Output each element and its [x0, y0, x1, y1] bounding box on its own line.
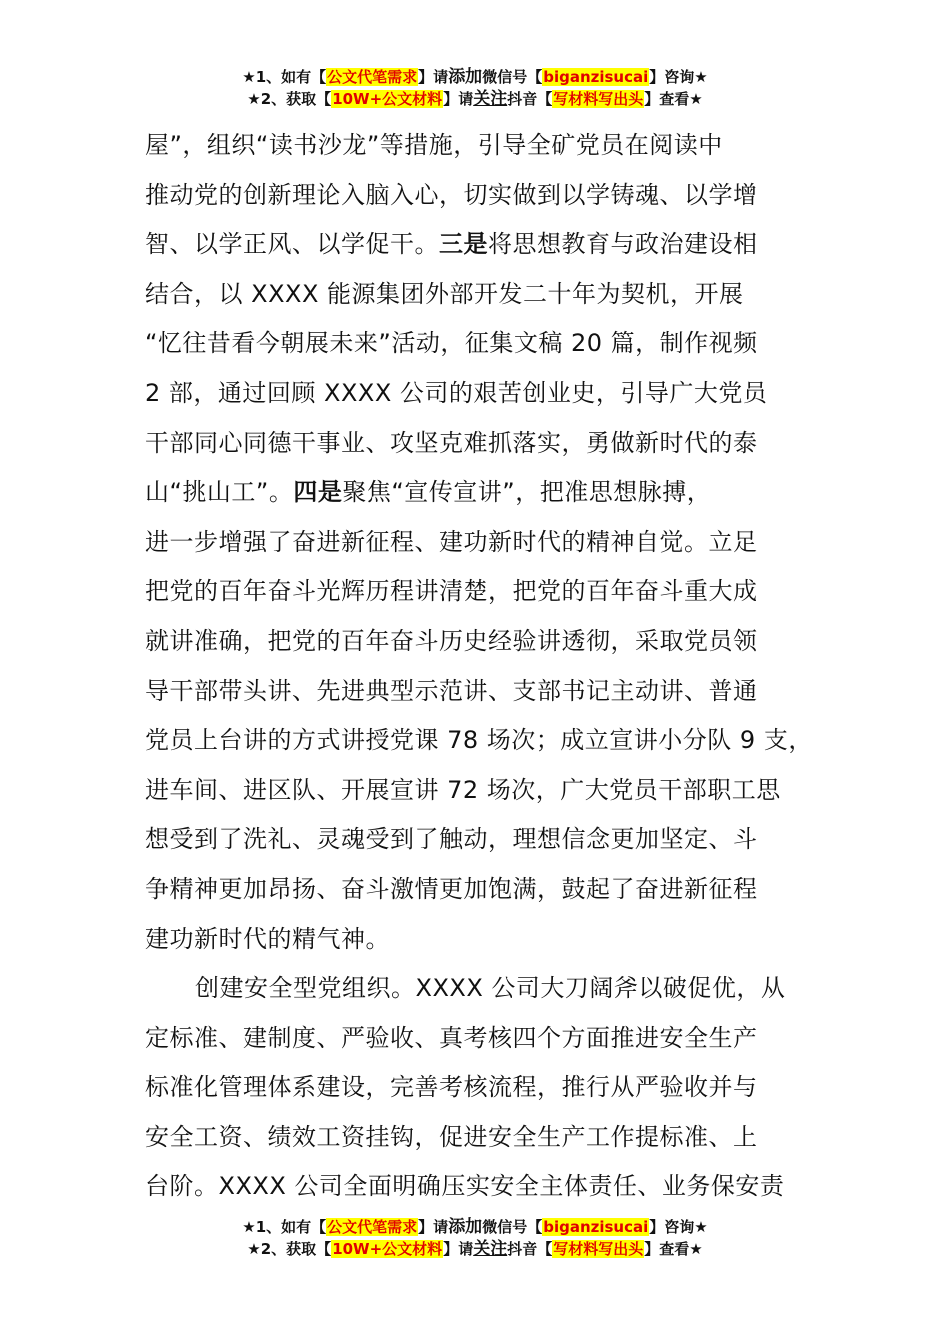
document-body — [145, 121, 845, 1212]
text-line: 想受到了洗礼、灵魂受到了触动，理想信念更加坚定、斗 — [145, 825, 758, 854]
footer-banner — [0, 1216, 950, 1260]
text-line: 定标准、建制度、严验收、真考核四个方面推进安全生产 — [145, 1023, 758, 1052]
highlight-materials: 10W+公文材料 — [332, 1240, 443, 1258]
text-line: 进一步增强了奋进新征程、建功新时代的精神自觉。立足 — [145, 527, 758, 556]
paragraph-heading-line: 创建安全型党组织。XXXX 公司大刀阔斧以破促优，从 — [195, 974, 786, 1003]
bold-marker-four: 四是 — [293, 478, 343, 507]
text-line: 标准化管理体系建设，完善考核流程，推行从严验收并与 — [145, 1073, 758, 1102]
text-line: 导干部带头讲、先进典型示范讲、支部书记主动讲、普通 — [145, 676, 758, 705]
highlight-wechat-id: biganzisucai — [543, 1218, 649, 1236]
highlight-wechat-id: biganzisucai — [543, 68, 649, 86]
text-line: 干部同心同德干事业、攻坚克难抓落实，勇做新时代的泰 — [145, 428, 758, 457]
highlight-service: 公文代笔需求 — [327, 68, 418, 86]
banner-line-2: ★2、获取【10W+公文材料】请关注抖音【写材料写出头】查看★ — [247, 1239, 703, 1259]
highlight-douyin-account: 写材料写出头 — [553, 90, 644, 108]
text-line: 智、以学正风、以学促干。三是将思想教育与政治建设相 — [145, 230, 758, 259]
header-banner — [0, 66, 950, 110]
banner-line-2: ★2、获取【10W+公文材料】请关注抖音【写材料写出头】查看★ — [247, 89, 703, 109]
banner-line-1: ★1、如有【公文代笔需求】请添加微信号【biganzisucai】咨询★ — [242, 67, 708, 87]
text-line: 台阶。XXXX 公司全面明确压实安全主体责任、业务保安责 — [145, 1172, 785, 1201]
text-line: 屋”，组织“读书沙龙”等措施，引导全矿党员在阅读中 — [145, 131, 723, 159]
banner-line-1: ★1、如有【公文代笔需求】请添加微信号【biganzisucai】咨询★ — [242, 1217, 708, 1237]
text-line: 党员上台讲的方式讲授党课 78 场次；成立宣讲小分队 9 支， — [145, 726, 813, 755]
text-line: 争精神更加昂扬、奋斗激情更加饱满，鼓起了奋进新征程 — [145, 874, 758, 903]
text-line: 山“挑山工”。四是聚焦“宣传宣讲”，把准思想脉搏， — [145, 478, 712, 507]
text-line: “忆往昔看今朝展未来”活动，征集文稿 20 篇，制作视频 — [145, 329, 758, 358]
text-line: 推动党的创新理论入脑入心，切实做到以学铸魂、以学增 — [145, 180, 758, 209]
text-line: 2 部，通过回顾 XXXX 公司的艰苦创业史，引导广大党员 — [145, 378, 768, 407]
highlight-douyin-account: 写材料写出头 — [553, 1240, 644, 1258]
text-line: 就讲准确，把党的百年奋斗历史经验讲透彻，采取党员领 — [145, 626, 758, 655]
highlight-service: 公文代笔需求 — [327, 1218, 418, 1236]
highlight-materials: 10W+公文材料 — [332, 90, 443, 108]
text-line: 把党的百年奋斗光辉历程讲清楚，把党的百年奋斗重大成 — [145, 577, 758, 606]
text-line: 结合，以 XXXX 能源集团外部开发二十年为契机，开展 — [145, 279, 744, 308]
text-line: 进车间、进区队、开展宣讲 72 场次，广大党员干部职工思 — [145, 775, 781, 804]
bold-marker-three: 三是 — [439, 230, 488, 259]
text-line: 安全工资、绩效工资挂钩，促进安全生产工作提标准、上 — [145, 1122, 758, 1151]
text-line: 建功新时代的精气神。 — [145, 924, 390, 953]
